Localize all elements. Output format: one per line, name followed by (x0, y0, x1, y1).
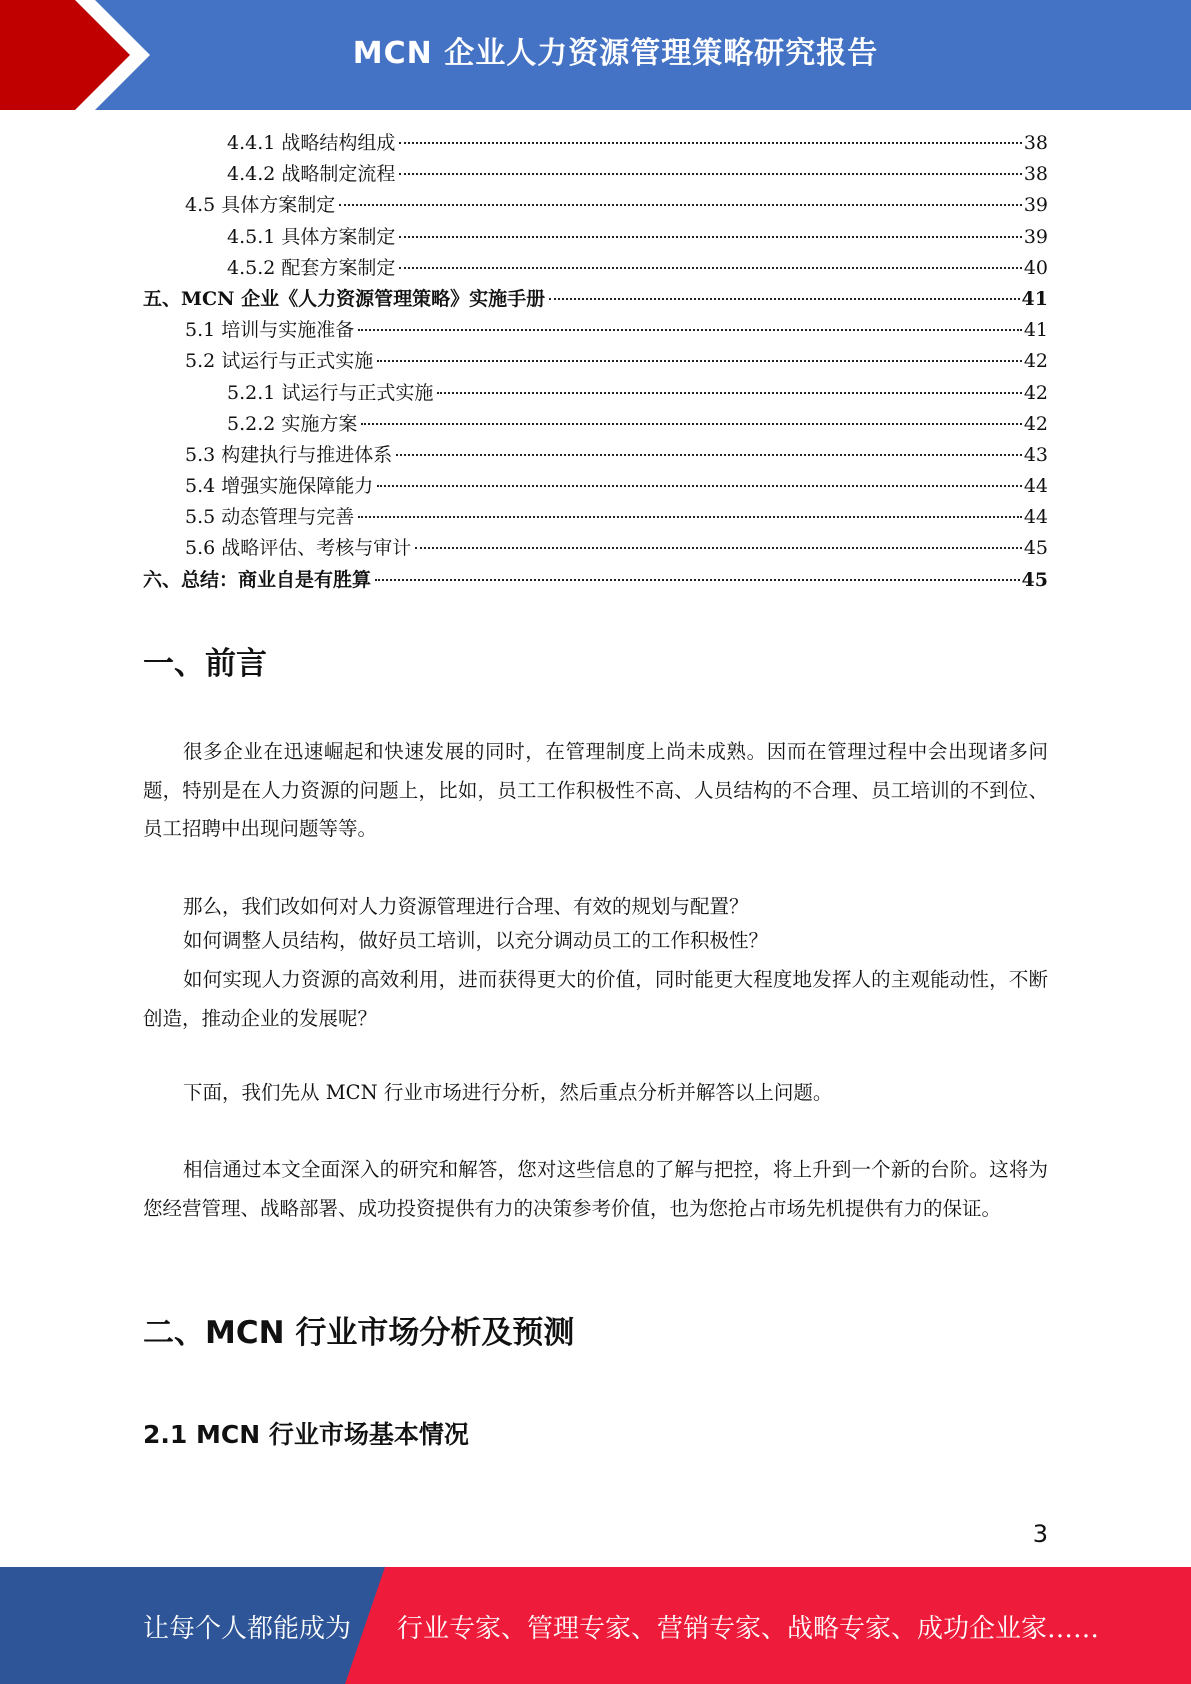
toc-entry-label: 5.2 试运行与正式实施 (185, 350, 374, 373)
toc-entry-page: 41 (1023, 319, 1048, 342)
toc-entry-page: 44 (1023, 475, 1048, 498)
toc-entry-label: 4.5.2 配套方案制定 (227, 256, 396, 279)
section-title-preface: 一、前言 (143, 646, 267, 682)
paragraph: 相信通过本文全面深入的研究和解答，您对这些信息的了解与把控，将上升到一个新的台阶。这将为您经营管理、战略部署、成功投资提供有力的决策参考价值，也为您抢占市场先机提供有力的保证。 (143, 1158, 1048, 1220)
toc-entry-label: 5.3 构建执行与推进体系 (185, 443, 393, 466)
toc-entry-label: 5.2.2 实施方案 (227, 412, 358, 435)
header-title: MCN 企业人力资源管理策略研究报告 (352, 36, 879, 71)
toc-entry-label: 六、总结：商业自是有胜算 (143, 568, 372, 591)
toc-entry-page: 41 (1021, 287, 1048, 310)
toc-entry-page: 39 (1023, 194, 1048, 217)
toc-entry-label: 4.5 具体方案制定 (185, 194, 336, 217)
toc-entry[interactable] (143, 471, 1048, 502)
page-header (0, 0, 1191, 110)
toc-leader-dots (399, 236, 1021, 238)
toc-entry[interactable] (143, 533, 1048, 564)
toc-entry-page: 42 (1023, 412, 1048, 435)
toc-entry[interactable] (143, 565, 1048, 596)
toc-entry[interactable] (143, 315, 1048, 346)
paragraph: 下面，我们先从 MCN 行业市场进行分析，然后重点分析并解答以上问题。 (183, 1081, 833, 1104)
footer-slogan-right: 行业专家、管理专家、营销专家、战略专家、成功企业家…… (397, 1614, 1100, 1644)
toc-entry-label: 五、MCN 企业《人力资源管理策略》实施手册 (143, 287, 546, 310)
paragraph: 那么，我们改如何对人力资源管理进行合理、有效的规划与配置？ (183, 895, 749, 918)
toc-entry[interactable] (143, 222, 1048, 253)
toc-entry-page: 43 (1023, 443, 1048, 466)
toc-entry-label: 4.4.1 战略结构组成 (227, 132, 396, 154)
section-title-market-analysis: 二、MCN 行业市场分析及预测 (143, 1315, 575, 1351)
toc-entry-label: 4.4.2 战略制定流程 (227, 163, 396, 186)
toc-leader-dots (437, 392, 1021, 394)
table-of-contents (143, 128, 1048, 596)
toc-leader-dots (415, 547, 1022, 549)
subsection-title: 2.1 MCN 行业市场基本情况 (143, 1420, 469, 1449)
toc-leader-dots (396, 454, 1022, 456)
page-footer (0, 1567, 1191, 1684)
paragraph: 如何调整人员结构，做好员工培训，以充分调动员工的工作积极性？ (183, 929, 769, 952)
toc-entry-page: 45 (1021, 568, 1048, 591)
toc-entry-page: 40 (1023, 256, 1048, 279)
toc-leader-dots (375, 579, 1020, 581)
toc-entry-label: 5.4 增强实施保障能力 (185, 475, 374, 498)
toc-entry[interactable] (143, 346, 1048, 377)
toc-entry-label: 5.1 培训与实施准备 (185, 319, 355, 342)
toc-entry-page: 38 (1023, 132, 1048, 154)
toc-leader-dots (399, 173, 1021, 175)
paragraph: 如何实现人力资源的高效利用，进而获得更大的价值，同时能更大程度地发挥人的主观能动性，不断创造，推动企业的发展呢？ (143, 968, 1048, 1030)
toc-entry-page: 38 (1023, 163, 1048, 186)
footer-slogan-left: 让每个人都能成为 (143, 1614, 352, 1644)
toc-entry-label: 5.6 战略评估、考核与审计 (185, 537, 412, 560)
paragraph: 很多企业在迅速崛起和快速发展的同时，在管理制度上尚未成熟。因而在管理过程中会出现诸多问题，特别是在人力资源的问题上，比如，员工工作积极性不高、人员结构的不合理、员工培训的不到位、员工招聘中出现问题等等。 (143, 740, 1048, 840)
toc-entry[interactable] (143, 409, 1048, 440)
page-number: 3 (1032, 1520, 1048, 1548)
toc-entry[interactable] (143, 159, 1048, 190)
toc-leader-dots (377, 485, 1022, 487)
toc-entry[interactable] (143, 128, 1048, 159)
toc-entry[interactable] (143, 253, 1048, 284)
toc-entry[interactable] (143, 502, 1048, 533)
toc-entry[interactable] (143, 284, 1048, 315)
toc-leader-dots (399, 142, 1021, 144)
toc-entry[interactable] (143, 440, 1048, 471)
toc-entry[interactable] (143, 378, 1048, 409)
toc-entry-page: 45 (1023, 537, 1048, 560)
toc-entry-label: 4.5.1 具体方案制定 (227, 225, 396, 248)
toc-leader-dots (358, 516, 1022, 518)
toc-leader-dots (377, 360, 1022, 362)
toc-leader-dots (358, 329, 1022, 331)
toc-leader-dots (339, 204, 1022, 206)
toc-entry-label: 5.2.1 试运行与正式实施 (227, 381, 434, 404)
toc-leader-dots (361, 423, 1021, 425)
toc-entry-page: 39 (1023, 225, 1048, 248)
toc-leader-dots (399, 267, 1021, 269)
toc-entry-page: 44 (1023, 506, 1048, 529)
toc-entry[interactable] (143, 190, 1048, 221)
toc-entry-label: 5.5 动态管理与完善 (185, 506, 355, 529)
toc-entry-page: 42 (1023, 381, 1048, 404)
toc-leader-dots (549, 298, 1019, 300)
toc-entry-page: 42 (1023, 350, 1048, 373)
